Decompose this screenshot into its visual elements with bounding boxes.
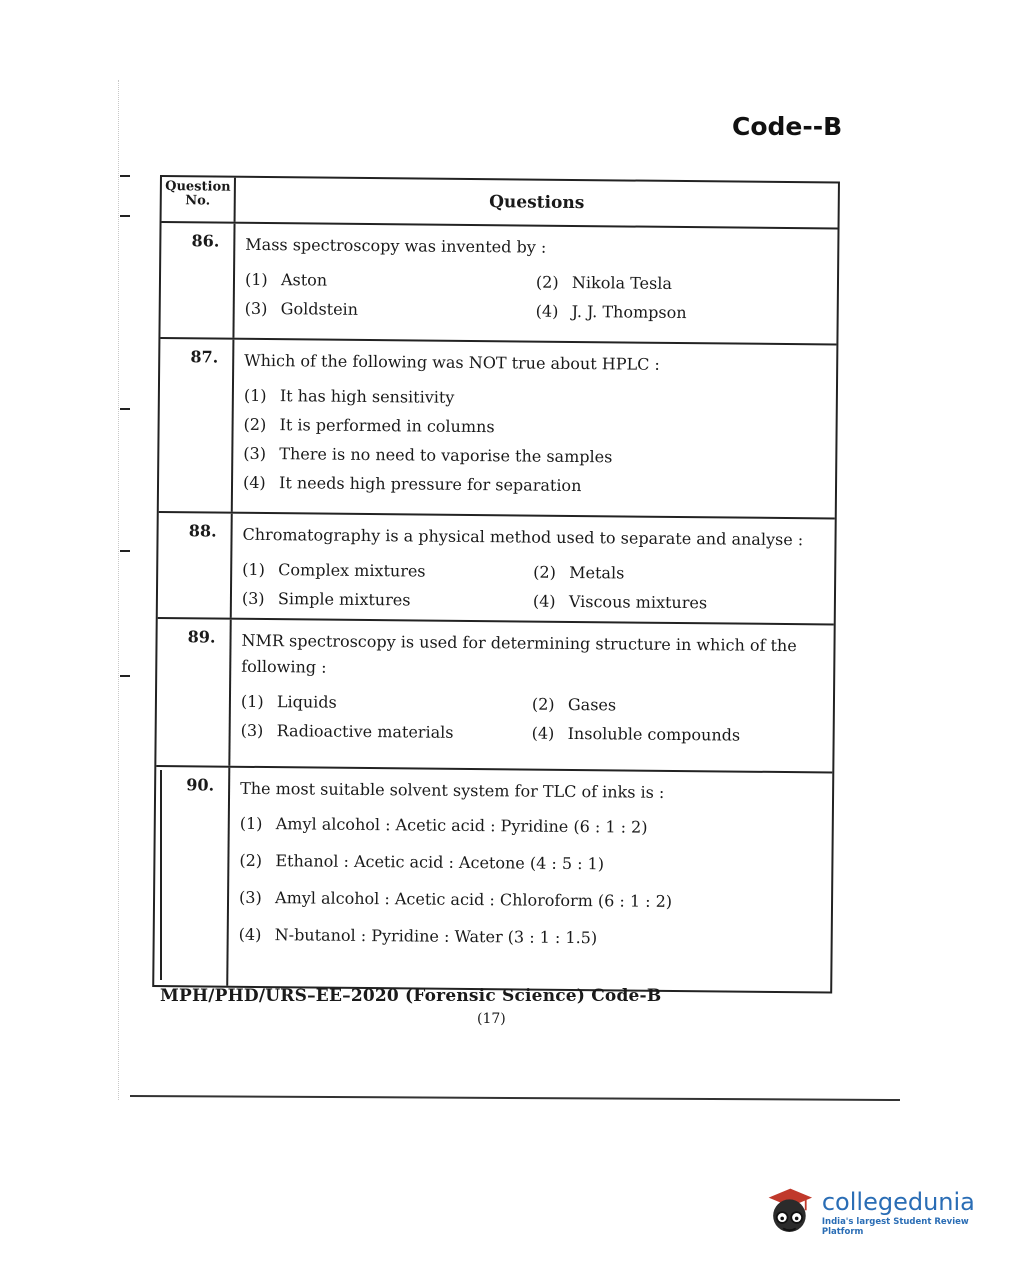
options <box>243 386 826 498</box>
question-body <box>233 340 837 518</box>
page-number: (17) <box>477 1011 506 1027</box>
options <box>239 814 822 950</box>
options <box>245 270 827 324</box>
margin-tick <box>120 175 130 177</box>
logo-brand: collegedunia <box>821 1188 975 1216</box>
question-number: 88. <box>158 513 233 618</box>
option: (1) Liquids <box>240 691 337 712</box>
option: (3) Goldstein <box>244 298 359 319</box>
margin-tick <box>120 215 130 217</box>
option: (2) Ethanol : Acetic acid : Acetone (4 : 5 : 1) <box>239 850 605 874</box>
margin-tick <box>120 408 130 410</box>
option: (1) It has high sensitivity <box>243 385 455 407</box>
question-text: Chromatography is a physical method used to separate and analyse : <box>242 524 804 550</box>
table-header <box>162 177 838 229</box>
options <box>241 692 823 746</box>
page-bottom-edge <box>130 1095 900 1101</box>
question-row-87 <box>159 339 837 519</box>
question-row-90 <box>154 767 832 991</box>
option: (3) Radioactive materials <box>240 720 454 742</box>
question-number: 87. <box>159 339 235 512</box>
page-edge <box>118 80 129 1100</box>
option: (1) Amyl alcohol : Acetic acid : Pyridine (6 : 1 : 2) <box>239 813 648 837</box>
graduate-mascot-icon <box>765 1182 814 1244</box>
question-text: The most suitable solvent system for TLC of inks is : <box>240 778 665 802</box>
option: (2) Metals <box>533 562 625 583</box>
option: (1) Aston <box>244 269 328 290</box>
option: (2) Nikola Tesla <box>535 272 673 293</box>
logo-text <box>822 1189 995 1237</box>
option: (4) It needs high pressure for separation <box>242 472 582 496</box>
question-row-86 <box>160 223 837 345</box>
question-number: 86. <box>160 223 235 338</box>
option: (1) Complex mixtures <box>242 559 426 581</box>
footer-exam-title: MPH/PHD/URS–EE–2020 (Forensic Science) Code-B <box>160 986 662 1006</box>
option: (3) Simple mixtures <box>241 588 411 610</box>
question-body <box>228 768 832 992</box>
option: (4) N-butanol : Pyridine : Water (3 : 1 : 1.5) <box>238 924 598 948</box>
option: (4) J. J. Thompson <box>535 301 687 323</box>
option: (3) Amyl alcohol : Acetic acid : Chloroform (6 : 1 : 2) <box>238 887 673 911</box>
margin-tick <box>120 550 130 552</box>
question-row-88 <box>158 513 835 625</box>
question-text: NMR spectroscopy is used for determining structure in which of the following : <box>241 630 797 677</box>
option: (2) Gases <box>531 694 617 715</box>
questions-table <box>152 175 840 993</box>
logo-tagline: India's largest Student Review Platform <box>821 1217 969 1237</box>
option: (4) Viscous mixtures <box>532 591 708 613</box>
option: (2) It is performed in columns <box>243 414 495 437</box>
code-title: Code--B <box>732 112 843 141</box>
question-text: Mass spectroscopy was invented by : <box>245 234 547 257</box>
header-questions: Questions <box>489 192 585 214</box>
question-number: 90. <box>154 767 230 986</box>
margin-tick <box>120 675 130 677</box>
question-body <box>230 620 833 772</box>
header-question-no: Question No. <box>162 177 236 222</box>
option: (3) There is no need to vaporise the samples <box>243 443 613 467</box>
question-row-89 <box>156 619 833 773</box>
question-text: Which of the following was NOT true about HPLC : <box>244 350 660 374</box>
options <box>242 560 824 614</box>
question-body <box>232 514 835 624</box>
collegedunia-logo <box>765 1178 995 1248</box>
question-number: 89. <box>156 619 231 766</box>
option: (4) Insoluble compounds <box>531 723 741 745</box>
question-body <box>234 224 837 344</box>
